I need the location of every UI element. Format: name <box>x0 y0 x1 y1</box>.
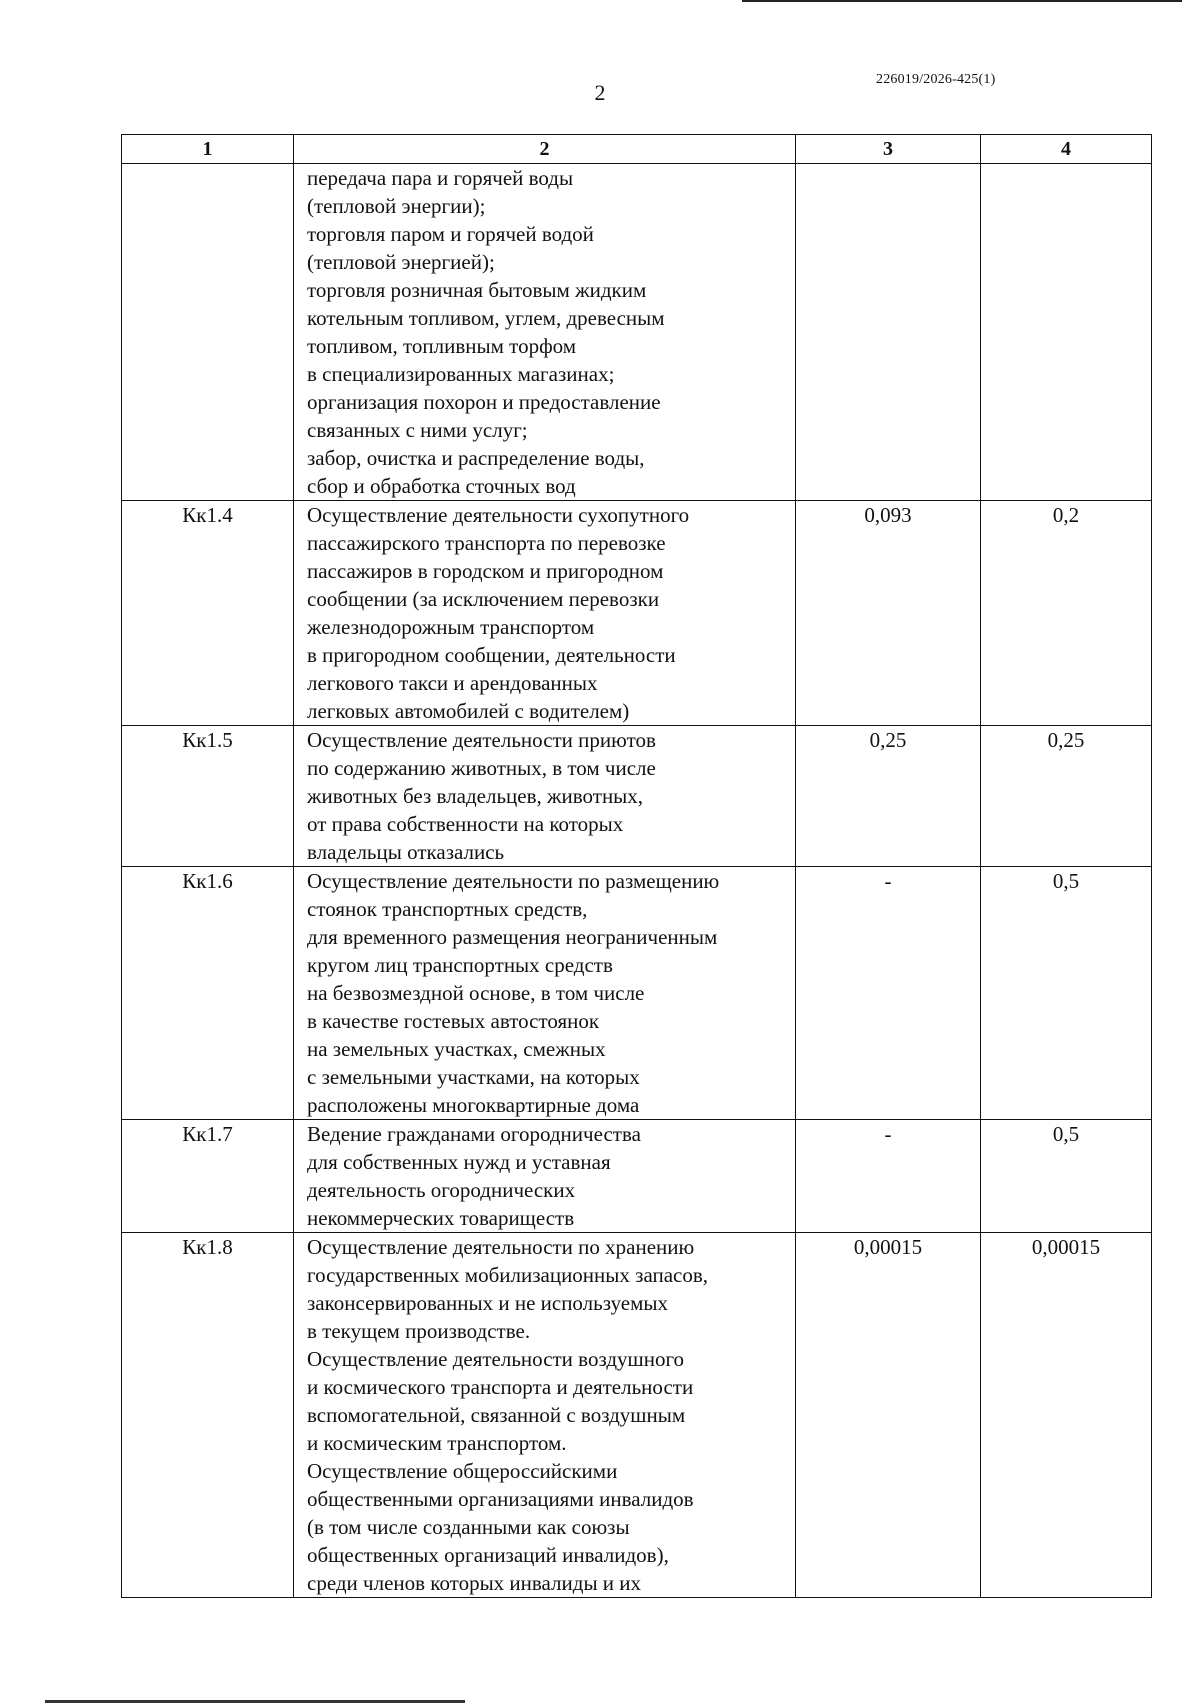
table-row <box>122 1233 1152 1598</box>
table-row <box>122 1120 1152 1233</box>
table-row <box>122 164 1152 501</box>
row-value-4: 0,2 <box>981 501 1152 726</box>
column-header-3: 3 <box>796 135 981 164</box>
row-value-3: 0,25 <box>796 726 981 867</box>
column-header-2: 2 <box>294 135 796 164</box>
column-header-1: 1 <box>122 135 294 164</box>
table-row <box>122 726 1152 867</box>
bottom-scan-rule <box>45 1700 465 1703</box>
table-row <box>122 501 1152 726</box>
row-value-4: 0,5 <box>981 867 1152 1120</box>
row-value-4: 0,5 <box>981 1120 1152 1233</box>
table-header-row <box>122 135 1152 164</box>
row-code: Кк1.6 <box>122 867 294 1120</box>
page-number: 2 <box>594 80 606 105</box>
row-value-3: - <box>796 1120 981 1233</box>
row-value-4: 0,00015 <box>981 1233 1152 1598</box>
row-code: Кк1.4 <box>122 501 294 726</box>
row-value-3 <box>796 164 981 501</box>
row-value-4: 0,25 <box>981 726 1152 867</box>
row-description: передача пара и горячей воды (тепловой энергии); торговля паром и горячей водой (тепловой энергией); торговля розничная бытовым жидким котельным топливом, углем, древесным топливом, топливным торфом в специализированных магазинах; организация похорон и предоставление связанных с ними услуг; забор, очистка и распределение воды, сбор и обработка сточных вод <box>294 164 796 501</box>
row-value-3: - <box>796 867 981 1120</box>
row-value-4 <box>981 164 1152 501</box>
table-row <box>122 867 1152 1120</box>
coefficients-table <box>121 134 1152 1598</box>
row-code: Кк1.5 <box>122 726 294 867</box>
row-description: Ведение гражданами огородничества для собственных нужд и уставная деятельность огороднических некоммерческих товариществ <box>294 1120 796 1233</box>
row-code: Кк1.7 <box>122 1120 294 1233</box>
row-description: Осуществление деятельности сухопутного пассажирского транспорта по перевозке пассажиров в городском и пригородном сообщении (за исключением перевозки железнодорожным транспортом в пригородном сообщении, деятельности легкового такси и арендованных легковых автомобилей с водителем) <box>294 501 796 726</box>
row-code <box>122 164 294 501</box>
row-description: Осуществление деятельности по размещению стоянок транспортных средств, для временного размещения неограниченным кругом лиц транспортных средств на безвозмездной основе, в том числе в качестве гостевых автостоянок на земельных участках, смежных с земельными участками, на которых расположены многоквартирные дома <box>294 867 796 1120</box>
row-description: Осуществление деятельности приютов по содержанию животных, в том числе животных без владельцев, животных, от права собственности на которых владельцы отказались <box>294 726 796 867</box>
top-scan-rule <box>742 0 1182 2</box>
row-value-3: 0,00015 <box>796 1233 981 1598</box>
row-description: Осуществление деятельности по хранению государственных мобилизационных запасов, законсервированных и не используемых в текущем производстве. Осуществление деятельности воздушного и космического транспорта и деятельности вспомогательной, связанной с воздушным и космическим транспортом. Осуществление общероссийскими общественными организациями инвалидов (в том числе созданными как союзы общественных организаций инвалидов), среди членов которых инвалиды и их <box>294 1233 796 1598</box>
document-id: 226019/2026-425(1) <box>876 72 996 87</box>
row-value-3: 0,093 <box>796 501 981 726</box>
row-code: Кк1.8 <box>122 1233 294 1598</box>
column-header-4: 4 <box>981 135 1152 164</box>
